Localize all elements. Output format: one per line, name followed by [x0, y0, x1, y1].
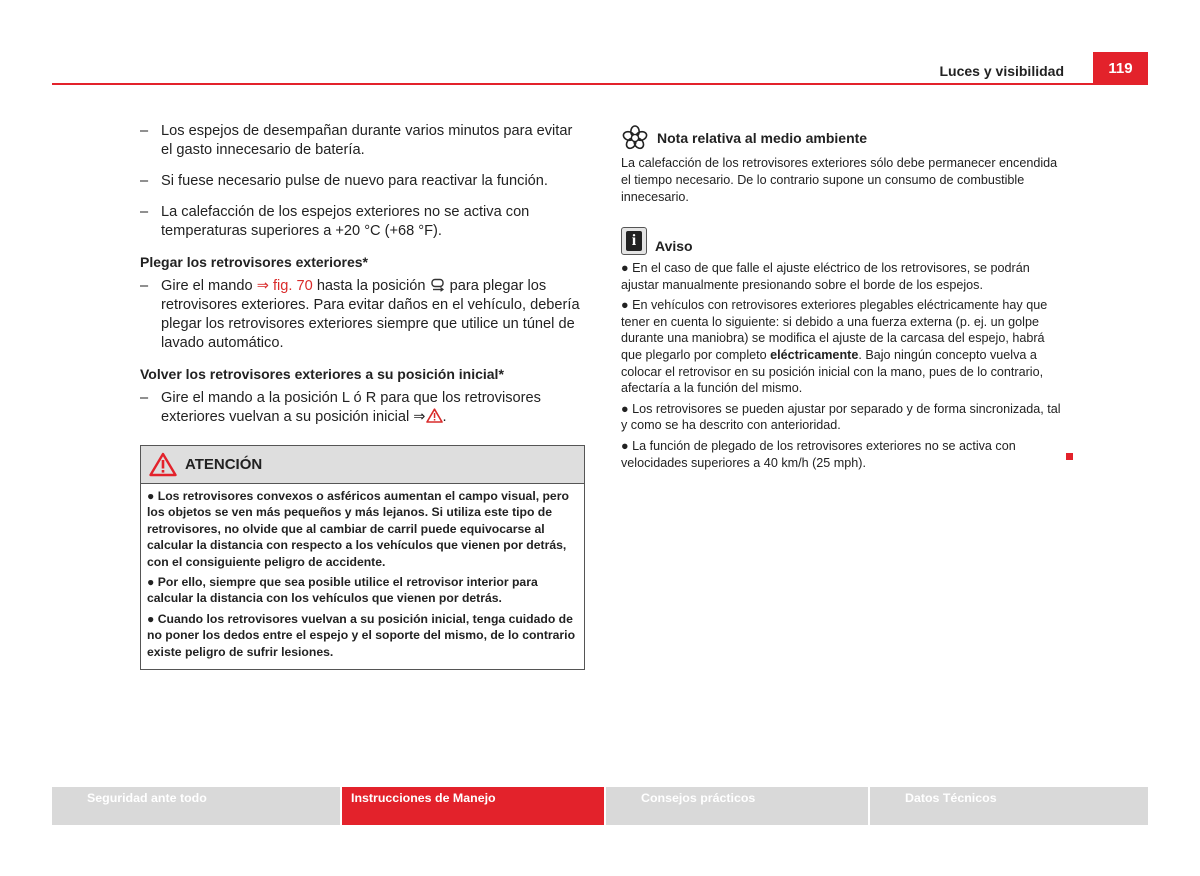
restore-text: Gire el mando a la posición L ó R para que los retrovisores exteriores vuelvan a su posición inicial ⇒: [161, 390, 541, 425]
warning-triangle-icon[interactable]: [426, 408, 443, 423]
list-item: [140, 122, 585, 160]
dash-marker: –: [140, 123, 149, 139]
warning-triangle-icon: [149, 452, 177, 477]
dash-marker: –: [140, 278, 149, 294]
aviso-item-text: ● En vehículos con retrovisores exteriores plegables eléctricamente hay que tener en cuenta lo siguiente: si debido a una fuerza externa (p. ej. un golpe durante una maniobra) se modifica el ajuste de la carcasa del espejo, habrá que plegarlo por completo: [621, 298, 1048, 362]
tab-instrucciones[interactable]: Instrucciones de Manejo: [342, 787, 604, 825]
end-square-icon: [1066, 453, 1073, 460]
warning-title: ATENCIÓN: [185, 456, 263, 473]
warning-box: [140, 445, 585, 670]
header-divider: [52, 83, 1148, 85]
aviso-item-bold: eléctricamente: [770, 347, 859, 362]
aviso-item: ● Los retrovisores se pueden ajustar por separado y de forma sincronizada, tal y como se ha descrito con anterioridad.: [621, 401, 1061, 433]
tab-datos[interactable]: Datos Técnicos: [870, 787, 1148, 825]
warning-header: [141, 446, 584, 484]
footer-nav: [52, 787, 1148, 825]
tab-seguridad[interactable]: Seguridad ante todo: [52, 787, 340, 825]
list-item: [140, 172, 585, 191]
aviso-item: ● En el caso de que falle el ajuste eléctrico de los retrovisores, se podrán ajustar manualmente presionando sobre el borde de los espejos.: [621, 261, 1030, 292]
list-item-text: Los espejos de desempañan durante varios minutos para evitar el gasto innecesario de batería.: [161, 123, 573, 158]
fold-text-mid: hasta la posición: [312, 278, 430, 294]
warning-item: ● Los retrovisores convexos o asféricos aumentan el campo visual, pero los objetos se ven más pequeños y más lejanos. Si utiliza este tipo de retrovisores, no olvide que al cambiar de carril puede equivocarse al calcular la distancia con respecto a los vehículos que vienen por detrás, con el consiguiente peligro de accidente.: [147, 489, 569, 569]
dash-marker: –: [140, 204, 149, 220]
info-icon: [621, 227, 647, 255]
list-item-text: Si fuese necesario pulse de nuevo para reactivar la función.: [161, 173, 548, 189]
fold-text-pre: Gire el mando: [161, 278, 257, 294]
aviso-item-text: . Bajo ningún concepto vuelva a colocar el retrovisor en su posición inicial con la mano, pues de lo contrario, afectaría a la función del mismo.: [621, 347, 1044, 396]
environment-note-text: La calefacción de los retrovisores exteriores sólo debe permanecer encendida el tiempo necesario. De lo contrario supone un consumo de combustible innecesario.: [621, 156, 1058, 204]
environment-note-header: [621, 124, 1063, 152]
aviso-item: [621, 297, 1063, 397]
restore-heading: Volver los retrovisores exteriores a su posición inicial*: [140, 366, 504, 382]
figure-link[interactable]: ⇒ fig. 70: [256, 278, 313, 294]
aviso-title: Aviso: [655, 238, 693, 254]
mirror-fold-icon: [430, 278, 446, 292]
flower-icon: [621, 125, 649, 151]
fold-text-post: para plegar los retrovisores exteriores. Para evitar daños en el vehículo, debería plegar los retrovisores exteriores siempre que utilice un túnel de lavado automático.: [161, 278, 580, 351]
list-item: [140, 203, 585, 241]
aviso-header: [621, 226, 1063, 256]
aviso-item: ● La función de plegado de los retrovisores exteriores no se activa con velocidades superiores a 40 km/h (25 mph).: [621, 438, 1016, 470]
warning-item: ● Por ello, siempre que sea posible utilice el retrovisor interior para calcular la distancia con los vehículos que vienen por detrás.: [147, 575, 538, 606]
environment-note-title: Nota relativa al medio ambiente: [657, 130, 868, 146]
right-column: [621, 124, 1063, 471]
info-icon-letter: i: [626, 231, 642, 251]
warning-item: ● Cuando los retrovisores vuelvan a su posición inicial, tenga cuidado de no poner los dedos entre el espejo y el soporte del mismo, de lo contrario existe peligro de sufrir lesiones.: [147, 611, 576, 659]
restore-text-end: .: [442, 409, 447, 425]
warning-body: [141, 484, 584, 669]
section-title: Luces y visibilidad: [939, 63, 1064, 79]
fold-heading: Plegar los retrovisores exteriores*: [140, 254, 369, 270]
page-number: 119: [1093, 52, 1148, 85]
restore-instruction: [140, 389, 585, 427]
tab-consejos[interactable]: Consejos prácticos: [606, 787, 868, 825]
dash-marker: –: [140, 390, 149, 406]
list-item-text: La calefacción de los espejos exteriores no se activa con temperaturas superiores a +20 °C (+68 °F).: [161, 204, 530, 239]
left-column: [140, 122, 585, 670]
fold-instruction: [140, 277, 585, 353]
dash-marker: –: [140, 173, 149, 189]
